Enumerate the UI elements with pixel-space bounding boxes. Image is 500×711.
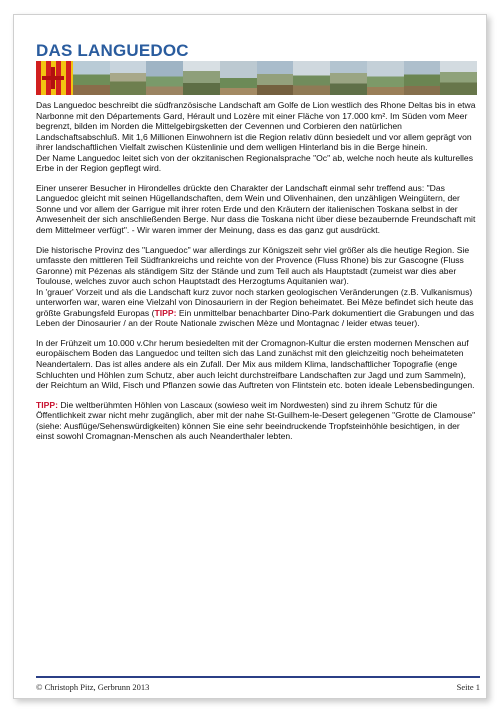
text-run: In der Frühzeit um 10.000 v.Chr herum besiedelten mit der Cromagnon-Kultur die ersten modernen Menschen auf europäischem Boden das Languedoc und teilten sich das Land zunächst mit den gleichzeitig noch beheimateten Neandertalern. Das ist alles andere als ein Zufall. Der Mix aus mildem Klima, landschaftlicher Topografie (enge Schluchten und Höhlen zum Schutz, aber auch leicht durchstreifbare Landschaften zur Jagd und zum Sammeln), der Reichtum an Wild, Fisch und Pflanzen sowie das Auftreten von Flintstein etc. boten ideale Lebensbedingungen. (36, 337, 475, 391)
page-title: DAS LANGUEDOC (36, 41, 189, 60)
text-run: Ein unmittelbar benachbarter Dino-Park dokumentiert die Grabungen und das Leben der Dinosaurier / an der Route Nationale zwischen Mèze und Montagnac / leider etwas teuer). (36, 307, 475, 329)
document-page (13, 14, 487, 699)
page-footer (36, 682, 480, 692)
landscape-photo (330, 61, 367, 95)
landscape-photo (367, 61, 404, 95)
header-banner (36, 61, 477, 95)
paragraph (36, 400, 480, 442)
landscape-photo (110, 61, 147, 95)
landscape-photo (220, 61, 257, 95)
landscape-photo (404, 61, 441, 95)
paragraph (36, 183, 480, 236)
text-run: In 'grauer' Vorzeit und als die Landschaft kurz zuvor noch starken geologischen Veränderungen (z.B. Vulkanismus) unterworfen war, waren eine Vielzahl von Dinosauriern in der Region beheimatet. Bei Mèze befindet sich heute das größte Grabungsfeld Europas ( (36, 286, 474, 318)
text-run: Die historische Provinz des "Languedoc" war allerdings zur Königszeit sehr viel größer als die heutige Region. Sie umfasste den mittleren Teil Südfrankreichs und reichte von der Provence (Fluss Rhone) bis zur Gascogne (Fluss Garonne) mit Pézenas als ständigem Sitz der Stände und zum Teil auch als Hauptstadt (zumeist war dies aber Toulouse, welches zuvor auch schon Hauptstadt des Herzogtums Aquitanien war). (36, 244, 470, 287)
text-run: Die weltberühmten Höhlen von Lascaux (sowieso weit im Nordwesten) sind zu ihrem Schutz für die Öffentlichkeit zwar nicht mehr zugänglich, aber mit der nahe St-Guilhem-le-Desert gelegenen "Grotte de Clamouse" (siehe: Ausflüge/Sehenswürdigkeiten) können Sie eine sehr beeindruckende Tropfsteinhöhle besichtigen, in der einst sowohl Cromagnan-Menschen als auch Neanderthaler lebten. (36, 399, 476, 442)
tipp-label: TIPP: (36, 399, 58, 410)
landscape-photo (73, 61, 110, 95)
landscape-photo (293, 61, 330, 95)
copyright-text: © Christoph Pitz, Gerbrunn 2013 (36, 682, 150, 692)
landscape-photo (257, 61, 294, 95)
text-run: Das Languedoc beschreibt die südfranzösische Landschaft am Golfe de Lion westlich des Rhone Deltas bis in etwa Narbonne mit den Départements Gard, Hérault und Lozère mit einer Fläche von 17.000 km². Im Süden vom Meer begrenzt, bilden im Norden die Mittelgebirgsketten der Cevennen und Corbieren den natürlichen Landschaftsabschluß. Mit 1,6 Millionen Einwohnern ist die Region relativ dünn besiedelt und vor allem geprägt von ihrer landschaftlichen Vielfalt zwischen Küstenlinie und dem welligen Hinterland bis in die Berge hinein. (36, 100, 476, 153)
languedoc-flag-icon (36, 61, 73, 95)
paragraph (36, 338, 480, 391)
landscape-photo (146, 61, 183, 95)
footer-divider (36, 676, 480, 678)
paragraph (36, 245, 480, 329)
landscape-photo (183, 61, 220, 95)
paragraph (36, 100, 480, 174)
body-text (36, 100, 480, 451)
tipp-label: TIPP: (154, 307, 177, 318)
page-number: Seite 1 (456, 682, 480, 692)
landscape-photo (440, 61, 477, 95)
text-run: Der Name Languedoc leitet sich von der okzitanischen Regionalsprache "Oc" ab, welche noch heute als kulturelles Erbe in der Region gepflegt wird. (36, 152, 473, 174)
text-run: Einer unserer Besucher in Hirondelles drückte den Charakter der Landschaft einmal sehr treffend aus: "Das Languedoc gleicht mit seinen Hügellandschaften, dem Wein und Olivenhainen, den unzähligen Weingütern, der Sonne und vor allem der Garrigue mit ihrer roten Erde und den Kräutern der italienischen Toskana selbst in der Anwesenheit der sich anschließenden Berge. Nur dass die Toskana nicht über diese bezaubernde Freundschaft mit dem Mittelmeer verfügt". - Wir waren immer der Meinung, dass es das ganz gut ausdrückt. (36, 182, 476, 236)
